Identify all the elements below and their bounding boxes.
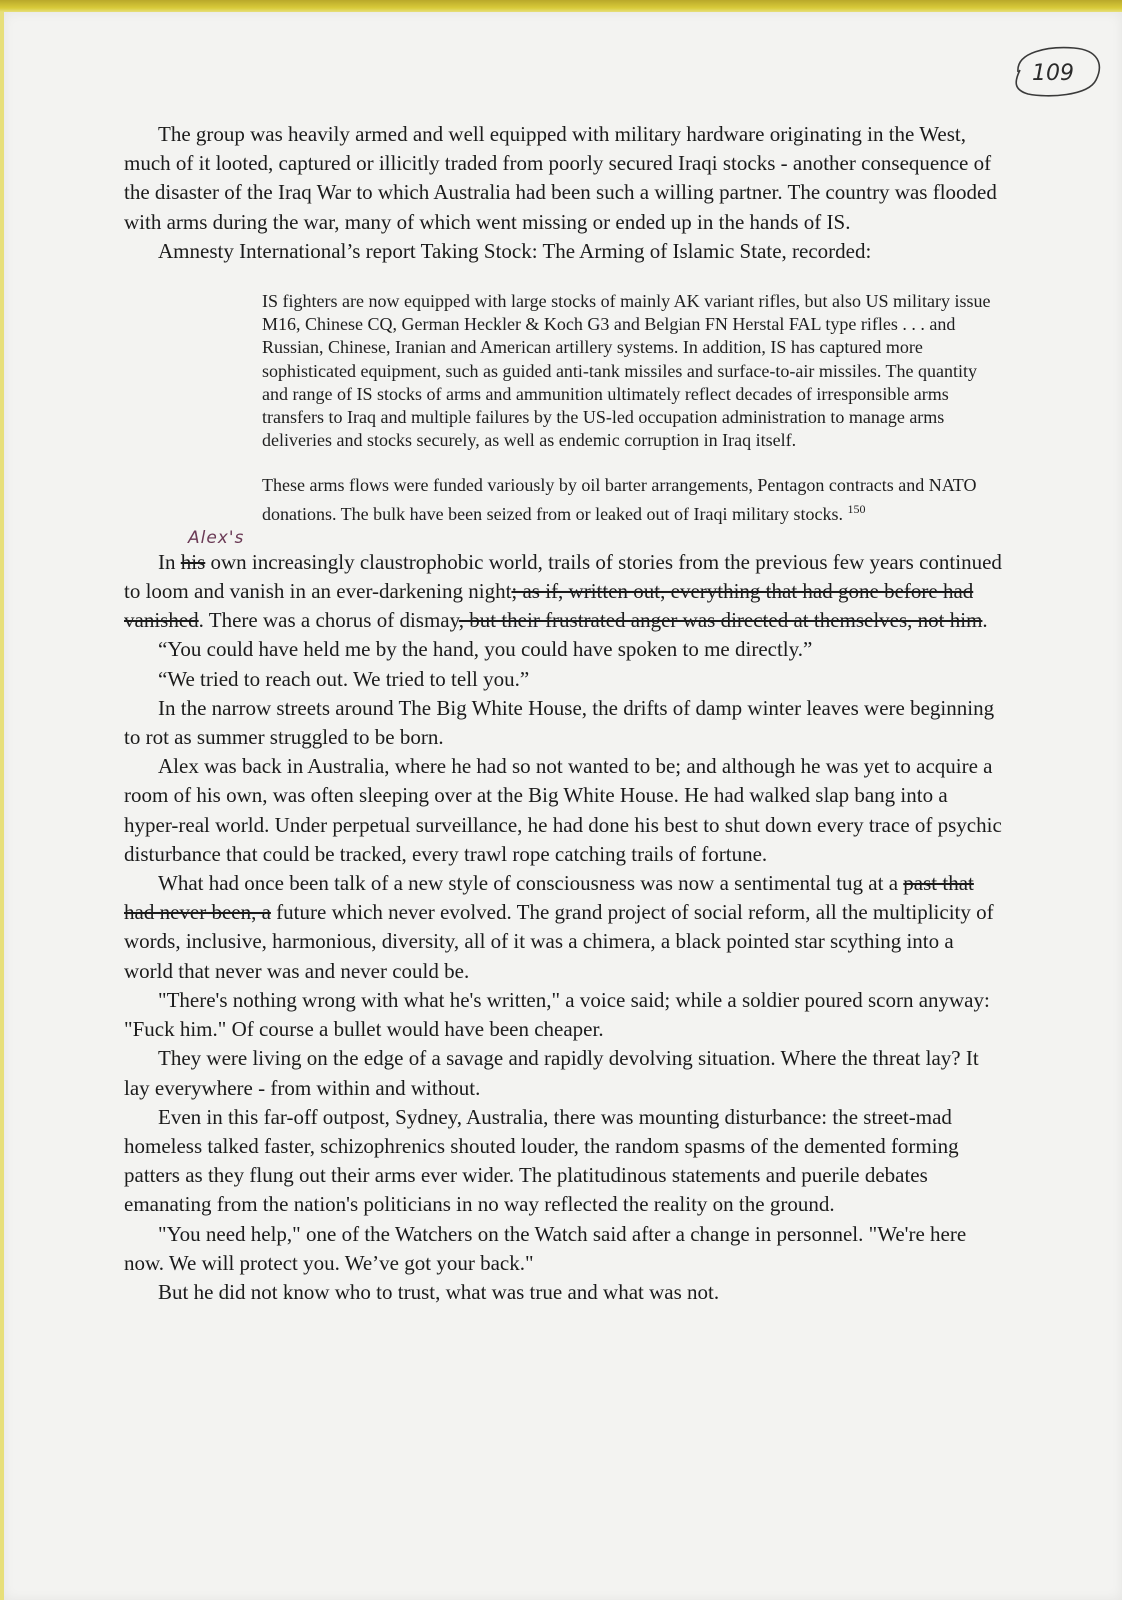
paragraph: But he did not know who to trust, what was true and what was not. [158, 1279, 720, 1304]
paragraph: In the narrow streets around The Big White House, the drifts of damp winter leaves were beginning to rot as summer struggled to be born. [124, 695, 995, 750]
text-run: In [158, 549, 181, 574]
paragraph: Alex was back in Australia, where he had so not wanted to be; and although he was yet to acquire a room of his own, was often sleeping over at the Big White House. He had walked slap bang into a hyper-real world. Under perpetual surveillance, he had done his best to shut down every trace of psychic disturbance that could be tracked, every trawl rope catching trails of fortune. [124, 754, 1002, 866]
paragraph: "There's nothing wrong with what he's written," a voice said; while a soldier poured scorn anyway: "Fuck him." Of course a bullet would have been cheaper. [124, 987, 990, 1042]
edit-insert-point [158, 527, 245, 574]
page-number-text: 109 [1032, 61, 1074, 86]
text-run: own increasingly claustrophobic world, trails of stories from the previous few years continued to loom and vanish in an ever-darkening night [124, 549, 1002, 604]
quote-paragraph [262, 474, 1004, 525]
paragraph: “We tried to reach out. We tried to tell you.” [158, 666, 530, 691]
document-page [4, 12, 1122, 1600]
block-quote [262, 290, 1004, 526]
paragraph: Amnesty International’s report Taking Stock: The Arming of Islamic State, recorded: [158, 238, 872, 263]
struck-text: , but their frustrated anger was directed at themselves, not him [458, 608, 983, 633]
paragraph-with-edits [124, 527, 1004, 636]
paragraph: They were living on the edge of a savage and rapidly devolving situation. Where the threat lay? It lay everywhere - from within and without. [124, 1046, 979, 1100]
text-run: future which never evolved. The grand project of social reform, all the multiplicity of words, inclusive, harmonious, diversity, all of it was a chimera, a black pointed star scything into a world that never was and never could be. [124, 900, 994, 983]
text-run: . [982, 608, 988, 633]
paragraph: “You could have held me by the hand, you could have spoken to me directly.” [158, 637, 813, 662]
paragraph: Even in this far-off outpost, Sydney, Australia, there was mounting disturbance: the street-mad homeless talked faster, schizophrenics shouted louder, the random spasms of the demented forming patters as they flung out their arms ever wider. The platitudinous statements and puerile debates emanating from the nation's politicians in no way reflected the reality on the ground. [124, 1104, 959, 1217]
handwritten-insertion: Alex's [188, 527, 245, 548]
body-text [124, 120, 1004, 1307]
footnote-marker: 150 [847, 501, 866, 516]
paragraph: "You need help," one of the Watchers on the Watch said after a change in personnel. "We're here now. We will protect you. We’ve got your back." [124, 1221, 967, 1275]
text-run: . There was a chorus of dismay [198, 608, 459, 633]
handwritten-page-number [1008, 42, 1104, 100]
text-run: What had once been talk of a new style of consciousness was now a sentimental tug at a [158, 871, 904, 896]
quote-text: These arms flows were funded variously by oil barter arrangements, Pentagon contracts and NATO donations. The bulk have been seized from or leaked out of Iraqi military stocks. [262, 475, 977, 524]
struck-word: his [180, 549, 206, 574]
struck-text: ; as if, written out, everything that had gone before had vanished [124, 579, 974, 633]
struck-text: past that had never been, a [124, 871, 974, 925]
page-number-circle [1008, 42, 1104, 100]
paragraph: The group was heavily armed and well equipped with military hardware originating in the West, much of it looted, captured or illicitly traded from poorly secured Iraqi stocks - another consequence of the disaster of the Iraq War to which Australia had been such a willing partner. The country was flooded with arms during the war, many of which went missing or ended up in the hands of IS. [124, 122, 997, 234]
paragraph-with-edits [124, 869, 1004, 986]
quote-paragraph: IS fighters are now equipped with large stocks of mainly AK variant rifles, but also US military issue M16, Chinese CQ, German Heckler & Koch G3 and Belgian FN Herstal FAL type rifles . . . and Russian, Chinese, Iranian and American artillery systems. In addition, IS has captured more sophisticated equipment, such as guided anti-tank missiles and surface-to-air missiles. The quantity and range of IS stocks of arms and ammunition ultimately reflect decades of irresponsible arms transfers to Iraq and multiple failures by the US-led occupation administration to manage arms deliveries and stocks securely, as well as endemic corruption in Iraq itself. [262, 291, 991, 451]
